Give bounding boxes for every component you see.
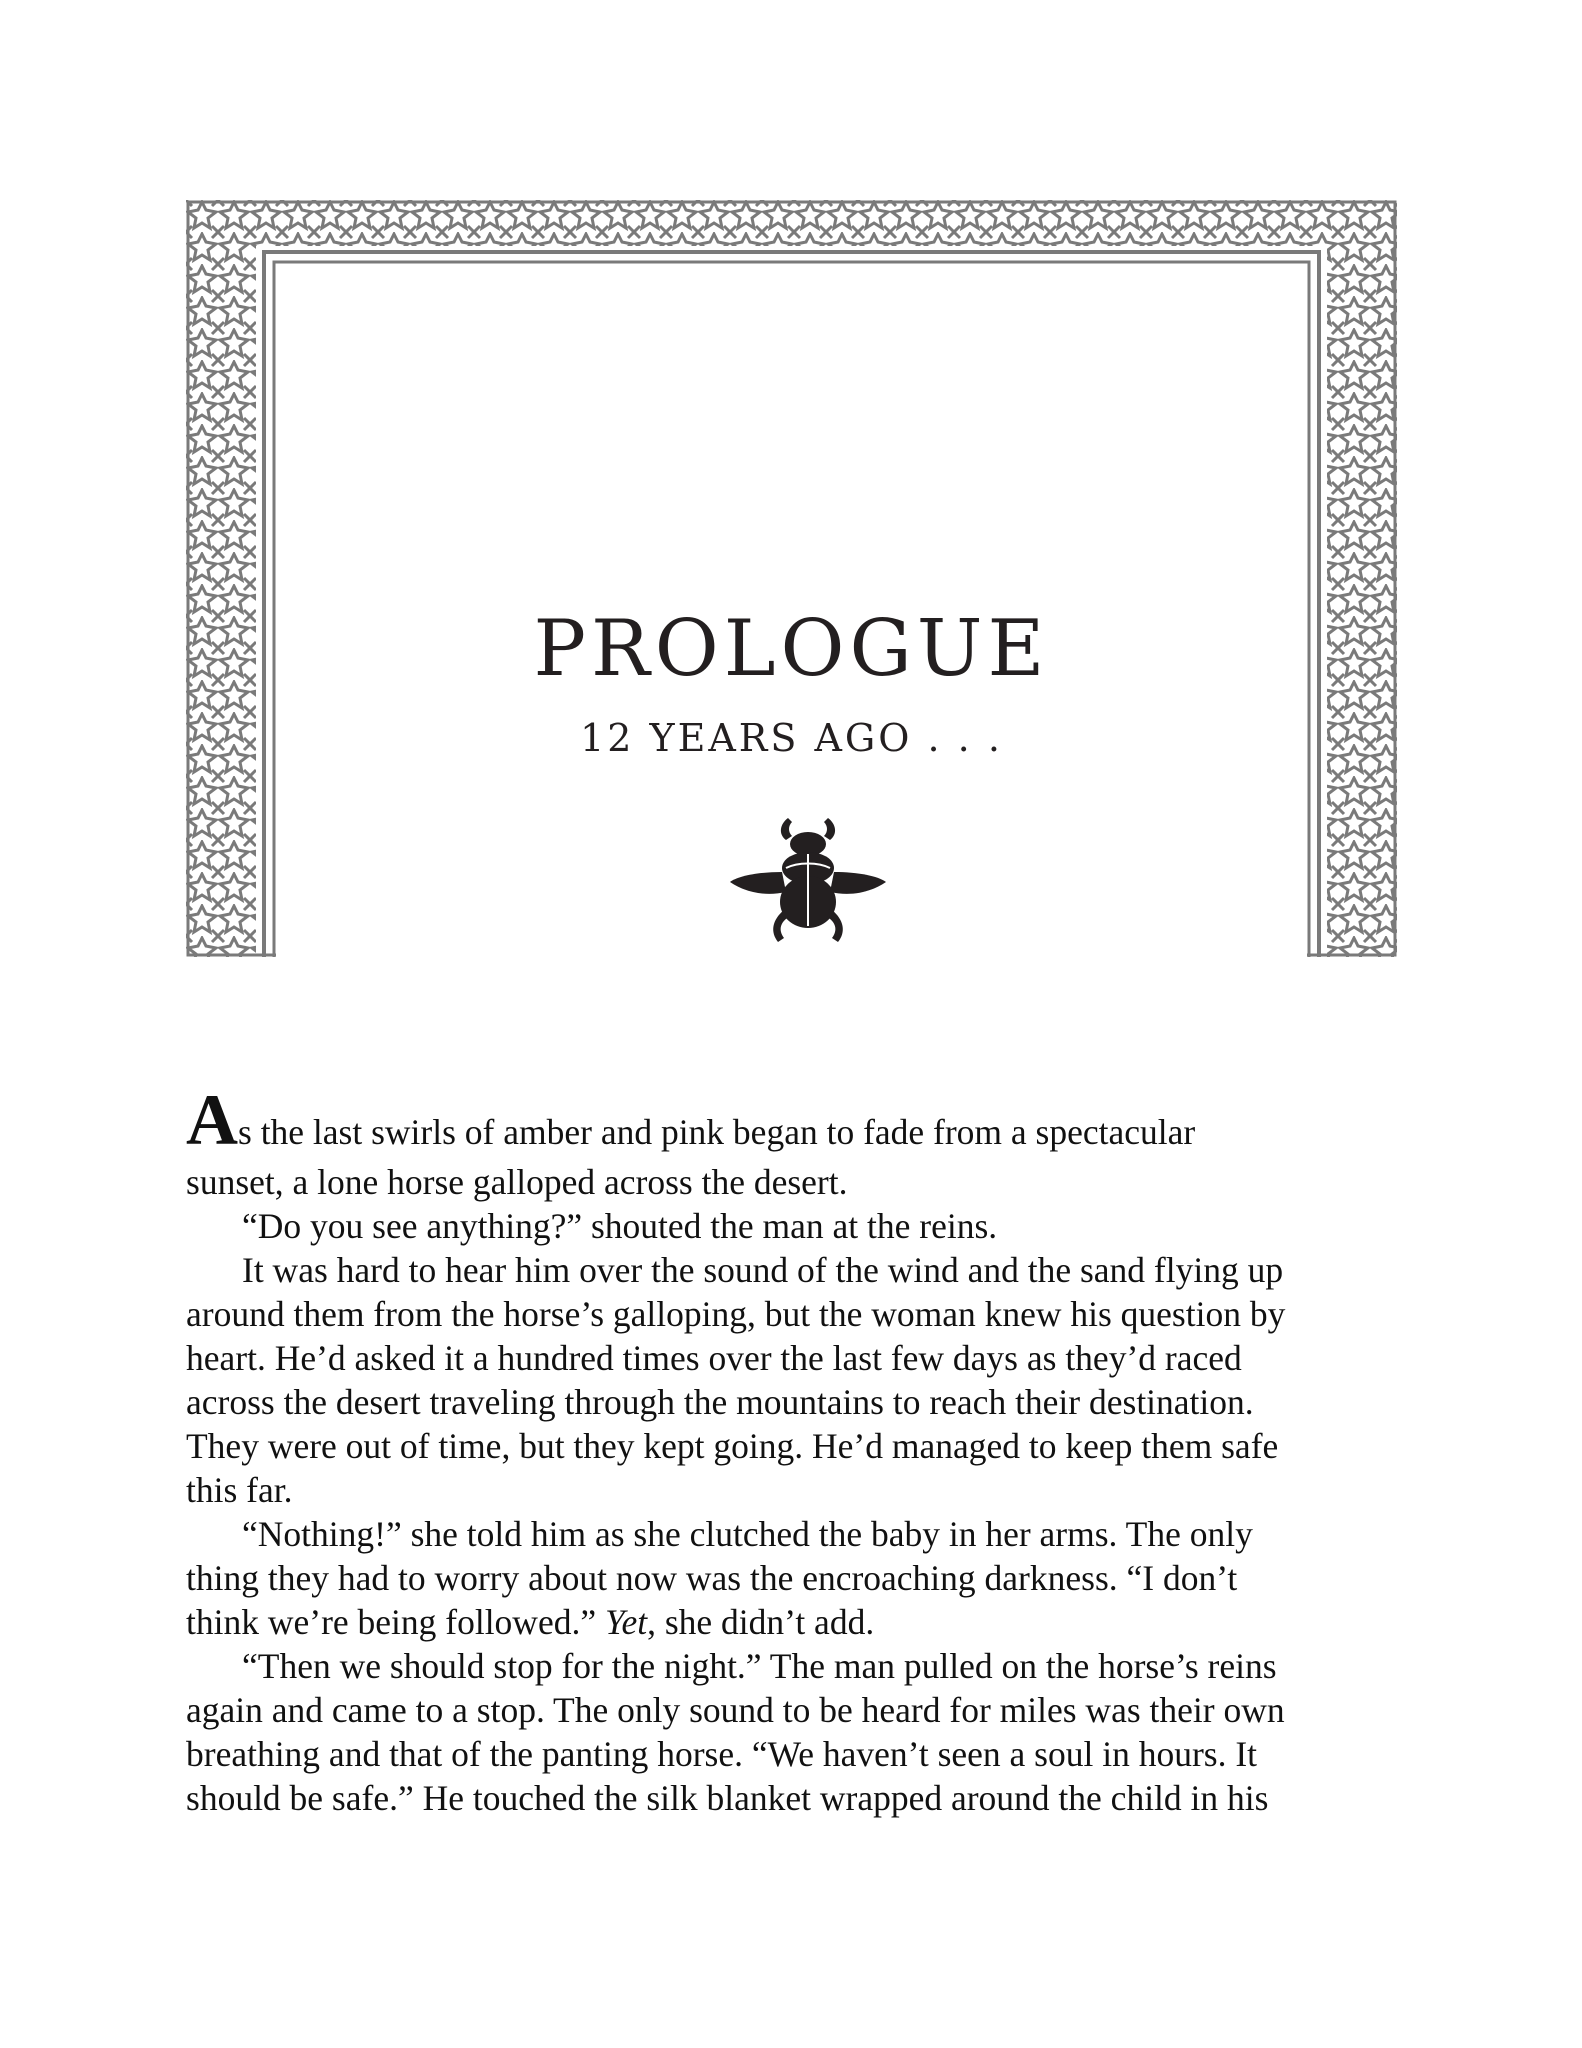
chapter-subtitle: 12 YEARS AGO . . . <box>580 716 1003 760</box>
body-text <box>186 1080 1416 1820</box>
drop-cap: A <box>186 1080 238 1160</box>
text-line-3: “Do you see anything?” shouted the man at the reins. <box>242 1206 998 1246</box>
chapter-title: PROLOGUE <box>533 604 1050 694</box>
scarab-beetle-icon <box>728 810 888 950</box>
text-line-4: It was hard to hear him over the sound of the wind and the sand flying up <box>242 1250 1284 1290</box>
text-line-15: breathing and that of the panting horse. “We haven’t seen a soul in hours. It <box>186 1734 1258 1774</box>
text-line-11: thing they had to worry about now was the encroaching darkness. “I don’t <box>186 1558 1238 1598</box>
text-line-2: sunset, a lone horse galloped across the desert. <box>186 1162 848 1202</box>
text-line-1: As the last swirls of amber and pink began to fade from a spectacular <box>186 1080 1196 1160</box>
text-line-6: heart. He’d asked it a hundred times over the last few days as they’d raced <box>186 1338 1242 1378</box>
text-line-16: should be safe.” He touched the silk blanket wrapped around the child in his <box>186 1778 1269 1818</box>
text-line-5: around them from the horse’s galloping, but the woman knew his question by <box>186 1294 1286 1334</box>
text-line-14: again and came to a stop. The only sound to be heard for miles was their own <box>186 1690 1285 1730</box>
text-line-12: think we’re being followed.” Yet, she didn’t add. <box>186 1602 875 1642</box>
text-line-8: They were out of time, but they kept going. He’d managed to keep them safe <box>186 1426 1279 1466</box>
text-line-9: this far. <box>186 1470 293 1510</box>
text-line-10: “Nothing!” she told him as she clutched the baby in her arms. The only <box>242 1514 1253 1554</box>
text-line-13: “Then we should stop for the night.” The man pulled on the horse’s reins <box>242 1646 1277 1686</box>
text-line-7: across the desert traveling through the mountains to reach their destination. <box>186 1382 1254 1422</box>
